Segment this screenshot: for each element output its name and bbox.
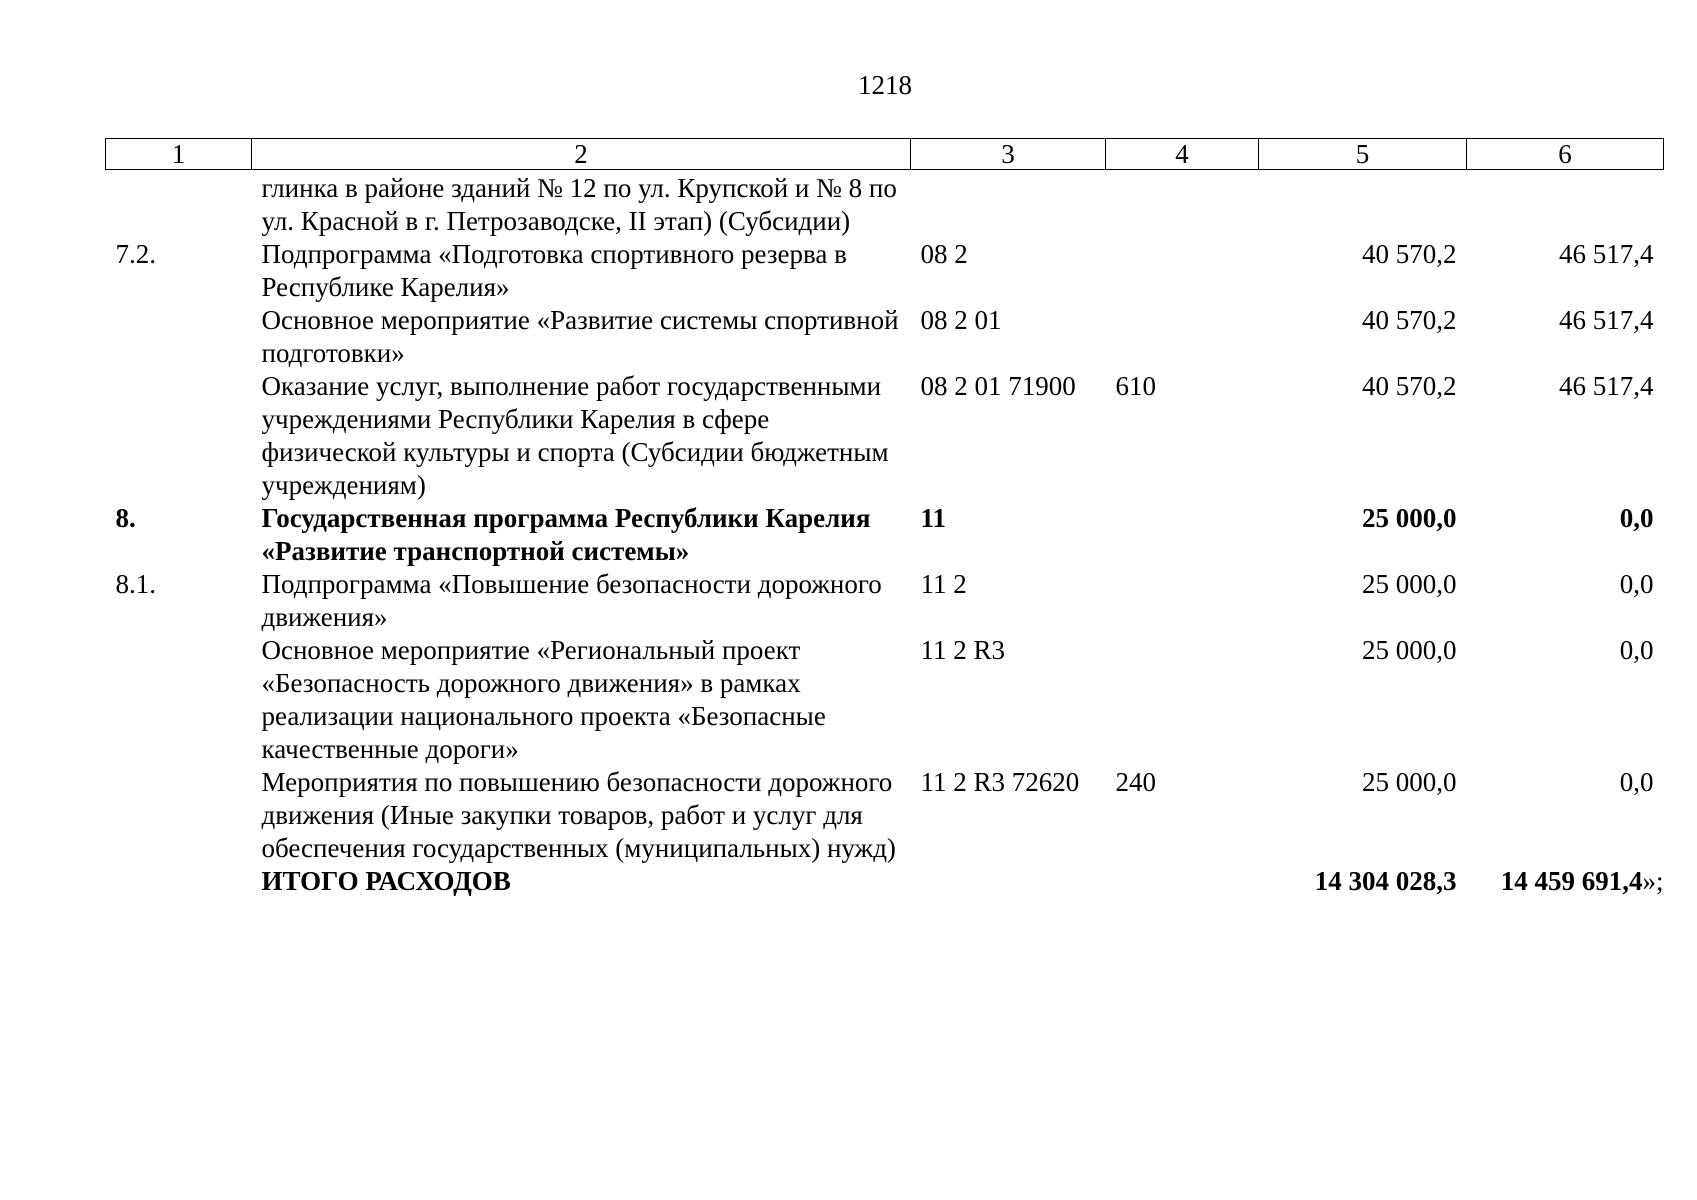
row-number: 7.2. [115,239,156,269]
row-value-6: 46 517,4 [1559,239,1654,269]
row-type [1106,238,1259,304]
table-row [106,502,1664,568]
row-description: Подпрограмма «Подготовка спортивного резерва в Республике Карелия» [261,239,847,302]
row-value-6: 46 517,4 [1559,305,1654,335]
header-col-2: 2 [252,139,911,170]
row-value-6: 46 517,4 [1559,371,1654,401]
closing-quote-suffix: »; [1642,866,1664,896]
row-type [1106,170,1259,239]
total-number [106,865,252,898]
total-value-5: 14 304 028,3 [1314,866,1457,896]
header-col-1: 1 [106,139,252,170]
table-body [106,170,1664,899]
row-number [106,170,252,239]
page-number: 1218 [858,70,912,100]
row-description: Подпрограмма «Повышение безопасности дорожного движения» [261,569,882,632]
row-description: глинка в районе зданий № 12 по ул. Крупской и № 8 по ул. Красной в г. Петрозаводске, II этап) (Субсидии) [261,173,897,236]
row-type [1106,304,1259,370]
row-number: 8.1. [115,569,156,599]
table-row [106,766,1664,865]
header-col-3: 3 [911,139,1106,170]
row-description: Оказание услуг, выполнение работ государственными учреждениями Республики Карелия в сфере физической культуры и спорта (Субсидии бюджетным учреждениям) [261,371,889,500]
header-col-4: 4 [1106,139,1259,170]
row-value-5: 25 000,0 [1362,635,1457,665]
row-value-5 [1259,170,1467,239]
row-code: 11 [920,503,947,533]
row-description: Мероприятия по повышению безопасности дорожного движения (Иные закупки товаров, работ и услуг для обеспечения государственных (муниципальных) нужд) [261,767,896,863]
row-number [106,766,252,865]
table-row [106,370,1664,502]
row-type [1106,634,1259,766]
row-value-6: 0,0 [1619,635,1654,665]
total-row [106,865,1664,898]
row-value-5: 40 570,2 [1362,239,1457,269]
row-code: 08 2 [920,239,968,269]
row-code: 11 2 [920,569,967,599]
row-code: 08 2 01 71900 [920,371,1076,401]
header-row [106,139,1664,170]
row-description: Основное мероприятие «Развитие системы спортивной подготовки» [261,305,899,368]
table-row [106,634,1664,766]
table-row [106,568,1664,634]
table-row [106,238,1664,304]
total-value-6: 14 459 691,4 [1500,866,1643,896]
total-code [911,865,1106,898]
row-value-5: 25 000,0 [1362,767,1457,797]
total-type [1106,865,1259,898]
row-value-5: 40 570,2 [1362,305,1457,335]
total-label: ИТОГО РАСХОДОВ [261,866,511,896]
header-col-5: 5 [1259,139,1467,170]
table-header [106,139,1664,170]
row-type [1106,502,1259,568]
row-value-5: 25 000,0 [1362,503,1457,533]
row-value-5: 40 570,2 [1362,371,1457,401]
row-value-6: 0,0 [1619,569,1654,599]
row-code: 08 2 01 [920,305,1002,335]
row-code: 11 2 R3 72620 [920,767,1080,797]
row-number [106,304,252,370]
row-type [1106,568,1259,634]
table-row [106,170,1664,239]
table-row [106,304,1664,370]
row-type: 610 [1115,371,1156,401]
row-number: 8. [115,503,136,533]
row-value-6: 0,0 [1619,767,1654,797]
row-number [106,370,252,502]
row-type: 240 [1115,767,1156,797]
row-value-6 [1467,170,1664,239]
budget-table [105,138,1664,898]
total-value-6-cell [1467,865,1664,898]
row-value-5: 25 000,0 [1362,569,1457,599]
row-value-6: 0,0 [1619,503,1654,533]
row-number [106,634,252,766]
header-col-6: 6 [1467,139,1664,170]
row-code [911,170,1106,239]
row-code: 11 2 R3 [920,635,1006,665]
row-description: Основное мероприятие «Региональный проект «Безопасность дорожного движения» в рамках реализации национального проекта «Безопасные качественные дороги» [261,635,826,764]
row-description: Государственная программа Республики Карелия «Развитие транспортной системы» [261,503,871,566]
